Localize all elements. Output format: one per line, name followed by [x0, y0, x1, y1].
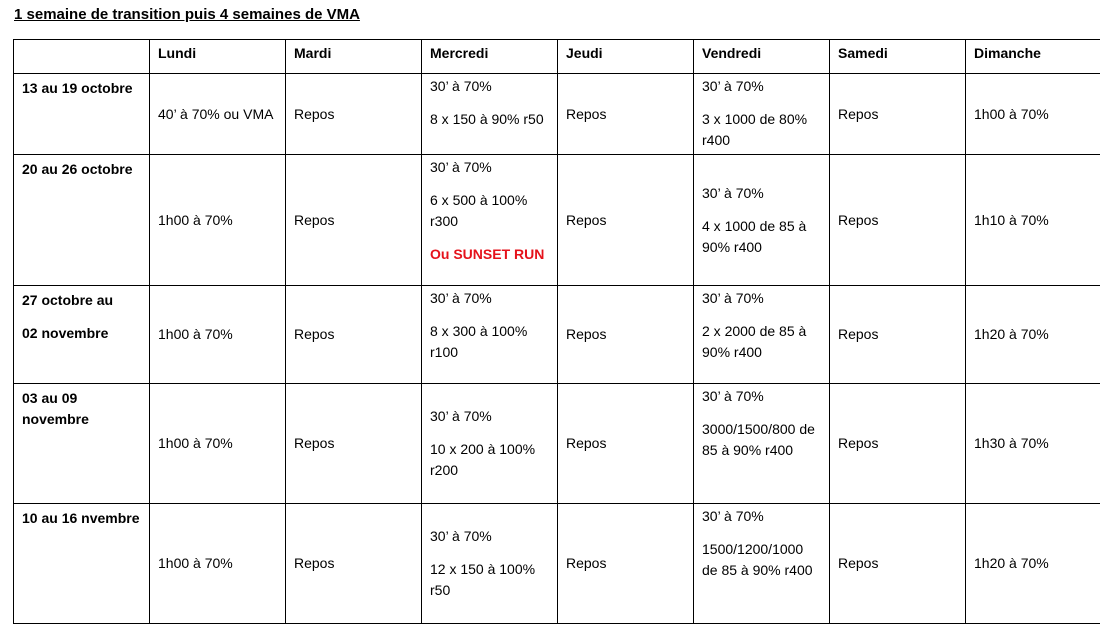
- header-samedi: Samedi: [830, 40, 966, 74]
- header-dimanche: Dimanche: [966, 40, 1100, 74]
- session-text: Repos: [566, 326, 607, 342]
- mercredi-cell: [422, 504, 558, 624]
- header-mardi: Mardi: [286, 40, 422, 74]
- week-label: 10 au 16 nvembre: [22, 510, 140, 526]
- session-intervals: 12 x 150 à 100% r50: [430, 561, 536, 598]
- session-intervals: 4 x 1000 de 85 à 90% r400: [702, 217, 807, 255]
- jeudi-cell: [558, 504, 694, 624]
- session-text: Repos: [294, 211, 335, 228]
- session-warmup: 30’ à 70%: [702, 388, 764, 404]
- session-warmup: 30’ à 70%: [702, 78, 764, 94]
- session-warmup: 30’ à 70%: [430, 159, 492, 175]
- week-label: 03 au 09 novembre: [22, 390, 89, 427]
- session-intervals: 3 x 1000 de 80% r400: [702, 111, 808, 148]
- mercredi-cell: [422, 74, 558, 155]
- session-text: 1h00 à 70%: [158, 211, 233, 228]
- training-schedule-table: [13, 39, 1100, 624]
- alt-session-label: Ou SUNSET RUN: [430, 246, 545, 262]
- lundi-cell: [150, 286, 286, 384]
- mardi-cell: [286, 286, 422, 384]
- mercredi-cell: [422, 286, 558, 384]
- week-cell: [14, 286, 150, 384]
- vendredi-cell: [694, 504, 830, 624]
- session-text: 1h10 à 70%: [974, 211, 1049, 228]
- header-vendredi: Vendredi: [694, 40, 830, 74]
- session-text: Repos: [838, 435, 879, 451]
- week-label-start: 27 octobre au: [22, 292, 114, 308]
- samedi-cell: [830, 504, 966, 624]
- mardi-cell: [286, 155, 422, 286]
- table-row: [14, 286, 1100, 384]
- week-cell: [14, 384, 150, 504]
- vendredi-cell: [694, 286, 830, 384]
- samedi-cell: [830, 74, 966, 155]
- session-intervals: 8 x 300 à 100% r100: [430, 323, 528, 360]
- header-mercredi: Mercredi: [422, 40, 558, 74]
- week-label: 20 au 26 octobre: [22, 161, 133, 177]
- session-text: 1h20 à 70%: [974, 326, 1049, 342]
- session-intervals: 3000/1500/800 de 85 à 90% r400: [702, 421, 815, 458]
- session-intervals: 10 x 200 à 100% r200: [430, 441, 536, 478]
- session-text: Repos: [294, 435, 335, 451]
- session-warmup: 30’ à 70%: [430, 408, 492, 424]
- session-text: Repos: [294, 105, 335, 122]
- table-row: [14, 504, 1100, 624]
- session-intervals: 6 x 500 à 100% r300: [430, 192, 528, 229]
- dimanche-cell: [966, 74, 1100, 155]
- mercredi-cell: [422, 384, 558, 504]
- dimanche-cell: [966, 286, 1100, 384]
- mercredi-cell: [422, 155, 558, 286]
- week-cell: [14, 74, 150, 155]
- week-label-end: 02 novembre: [22, 325, 109, 341]
- table-row: [14, 155, 1100, 286]
- document-title: 1 semaine de transition puis 4 semaines de VMA: [14, 6, 360, 23]
- session-intervals: 8 x 150 à 90% r50: [430, 111, 544, 127]
- dimanche-cell: [966, 504, 1100, 624]
- session-text: Repos: [566, 105, 607, 122]
- session-intervals: 1500/1200/1000 de 85 à 90% r400: [702, 541, 813, 578]
- week-label: 13 au 19 octobre: [22, 80, 133, 96]
- jeudi-cell: [558, 74, 694, 155]
- lundi-cell: [150, 74, 286, 155]
- session-text: Repos: [294, 555, 335, 571]
- header-lundi: Lundi: [150, 40, 286, 74]
- session-text: Repos: [838, 555, 879, 571]
- header-row: [14, 40, 1100, 74]
- session-text: 1h00 à 70%: [158, 435, 233, 451]
- header-jeudi: Jeudi: [558, 40, 694, 74]
- vendredi-cell: [694, 155, 830, 286]
- vendredi-cell: [694, 74, 830, 155]
- vendredi-cell: [694, 384, 830, 504]
- session-intervals: 2 x 2000 de 85 à 90% r400: [702, 323, 807, 360]
- table-row: [14, 384, 1100, 504]
- header-week: [14, 40, 150, 74]
- session-warmup: 30’ à 70%: [430, 290, 492, 306]
- session-text: 1h00 à 70%: [974, 105, 1049, 122]
- session-warmup: 30’ à 70%: [430, 528, 492, 544]
- session-text: 1h30 à 70%: [974, 435, 1049, 451]
- mardi-cell: [286, 504, 422, 624]
- session-text: Repos: [566, 555, 607, 571]
- mardi-cell: [286, 74, 422, 155]
- samedi-cell: [830, 155, 966, 286]
- week-cell: [14, 504, 150, 624]
- session-warmup: 30’ à 70%: [702, 184, 764, 201]
- session-text: Repos: [566, 211, 607, 228]
- lundi-cell: [150, 384, 286, 504]
- jeudi-cell: [558, 286, 694, 384]
- mardi-cell: [286, 384, 422, 504]
- session-text: Repos: [838, 326, 879, 342]
- session-text: 1h00 à 70%: [158, 326, 233, 342]
- session-text: Repos: [838, 105, 879, 122]
- session-text: 1h00 à 70%: [158, 555, 233, 571]
- jeudi-cell: [558, 155, 694, 286]
- jeudi-cell: [558, 384, 694, 504]
- session-warmup: 30’ à 70%: [702, 290, 764, 306]
- samedi-cell: [830, 286, 966, 384]
- session-warmup: 30’ à 70%: [430, 78, 492, 94]
- session-text: 1h20 à 70%: [974, 555, 1049, 571]
- lundi-cell: [150, 504, 286, 624]
- lundi-cell: [150, 155, 286, 286]
- session-warmup: 30’ à 70%: [702, 508, 764, 524]
- dimanche-cell: [966, 384, 1100, 504]
- dimanche-cell: [966, 155, 1100, 286]
- session-text: Repos: [566, 435, 607, 451]
- session-text: Repos: [294, 326, 335, 342]
- week-cell: [14, 155, 150, 286]
- session-text: 40’ à 70% ou VMA: [158, 105, 274, 122]
- table-row: [14, 74, 1100, 155]
- samedi-cell: [830, 384, 966, 504]
- session-text: Repos: [838, 211, 879, 228]
